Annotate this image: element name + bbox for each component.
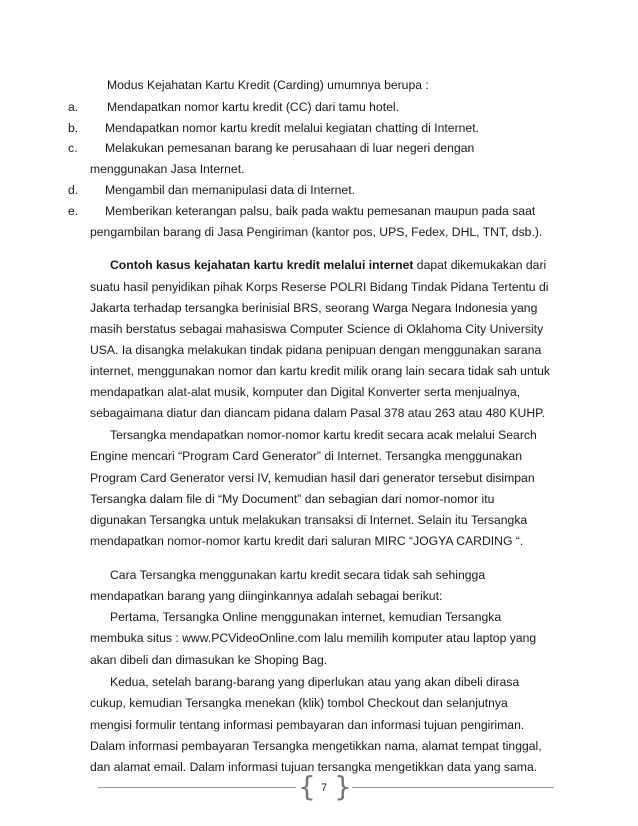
- paragraph-line: Dalam informasi pembayaran Tersangka mengetikkan nama, alamat tempat tinggal,: [90, 739, 542, 753]
- paragraph-line: akan dibeli dan dimasukan ke Shoping Bag.: [90, 653, 328, 667]
- paragraph-line: suatu hasil penyidikan pihak Korps Reserse POLRI Bidang Tindak Pidana Tertentu di: [90, 280, 549, 294]
- paragraph-line: sebagaimana diatur dan diancam pidana dalam Pasal 378 atau 263 atau 480 KUHP.: [90, 406, 546, 420]
- list-marker: b.: [68, 121, 79, 135]
- paragraph-line: internet, menggunakan nomor dan kartu kredit milik orang lain secara tidak sah untuk: [90, 364, 550, 378]
- paragraph-line: digunakan Tersangka untuk melakukan transaksi di Internet. Selain itu Tersangka: [90, 513, 528, 527]
- paragraph-line: Kedua, setelah barang-barang yang diperlukan atau yang akan dibeli dirasa: [110, 675, 520, 689]
- paragraph-line: Contoh kasus kejahatan kartu kredit melalui internet dapat dikemukakan dari: [110, 258, 547, 272]
- page-number: 7: [320, 782, 328, 794]
- bold-heading: Contoh kasus kejahatan kartu kredit melalui internet: [110, 258, 414, 272]
- paragraph-line: dan alamat email. Dalam informasi tujuan tersangka mengetikkan data yang sama.: [90, 760, 538, 774]
- intro-text: Modus Kejahatan Kartu Kredit (Carding) umumnya berupa :: [107, 78, 429, 92]
- paragraph-line: Engine mencari “Program Card Generator” di Internet. Tersangka menggunakan: [90, 449, 522, 463]
- paragraph-line: cukup, kemudian Tersangka menekan (klik) tombol Checkout dan selanjutnya: [90, 696, 508, 710]
- right-bracket-ornament: }: [334, 770, 352, 803]
- paragraph-line: mendapatkan alat-alat musik, komputer dan Digital Konverter serta menjualnya,: [90, 385, 521, 399]
- paragraph-line: USA. Ia disangka melakukan tindak pidana penipuan dengan menggunakan sarana: [90, 343, 542, 357]
- list-marker: c.: [68, 141, 78, 155]
- footer-rule-left: [98, 787, 296, 788]
- list-item-text-continued: menggunakan Jasa Internet.: [90, 162, 245, 176]
- list-marker: a.: [68, 100, 79, 114]
- list-marker: e.: [68, 204, 79, 218]
- list-marker: d.: [68, 183, 79, 197]
- left-bracket-ornament: {: [298, 770, 316, 803]
- paragraph-line: Tersangka mendapatkan nomor-nomor kartu kredit secara acak melalui Search: [110, 428, 537, 442]
- paragraph-line: mendapatkan nomor-nomor kartu kredit dari saluran MIRC “JOGYA CARDING “.: [90, 534, 524, 548]
- paragraph-line: Cara Tersangka menggunakan kartu kredit secara tidak sah sehingga: [110, 568, 486, 582]
- paragraph-line: mendapatkan barang yang diinginkannya adalah sebagai berikut:: [90, 589, 443, 603]
- paragraph-line: Tersangka dalam file di “My Document” dan sebagian dari nomor-nomor itu: [90, 492, 495, 506]
- list-item-text: Memberikan keterangan palsu, baik pada waktu pemesanan maupun pada saat: [105, 204, 536, 218]
- list-item-text: Melakukan pemesanan barang ke perusahaan di luar negeri dengan: [105, 141, 475, 155]
- list-item-text: Mengambil dan memanipulasi data di Internet.: [105, 183, 355, 197]
- paragraph-line: Jakarta terhadap tersangka berinisial BRS, seorang Warga Negara Indonesia yang: [90, 301, 538, 315]
- paragraph-line: mengisi formulir tentang informasi pembayaran dan informasi tujuan pengiriman.: [90, 718, 525, 732]
- paragraph-line: Program Card Generator versi IV, kemudian hasil dari generator tersebut disimpan: [90, 471, 535, 485]
- paragraph-line: membuka situs : www.PCVideoOnline.com lalu memilih komputer atau laptop yang: [90, 631, 537, 645]
- list-item-text: Mendapatkan nomor kartu kredit (CC) dari tamu hotel.: [107, 100, 399, 114]
- list-item-text-continued: pengambilan barang di Jasa Pengiriman (kantor pos, UPS, Fedex, DHL, TNT, dsb.).: [90, 225, 543, 239]
- list-item-text: Mendapatkan nomor kartu kredit melalui kegiatan chatting di Internet.: [105, 121, 479, 135]
- paragraph-line: masih berstatus sebagai mahasiswa Computer Science di Oklahoma City University: [90, 322, 544, 336]
- paragraph-line: Pertama, Tersangka Online menggunakan internet, kemudian Tersangka: [110, 610, 502, 624]
- footer-rule-right: [352, 787, 554, 788]
